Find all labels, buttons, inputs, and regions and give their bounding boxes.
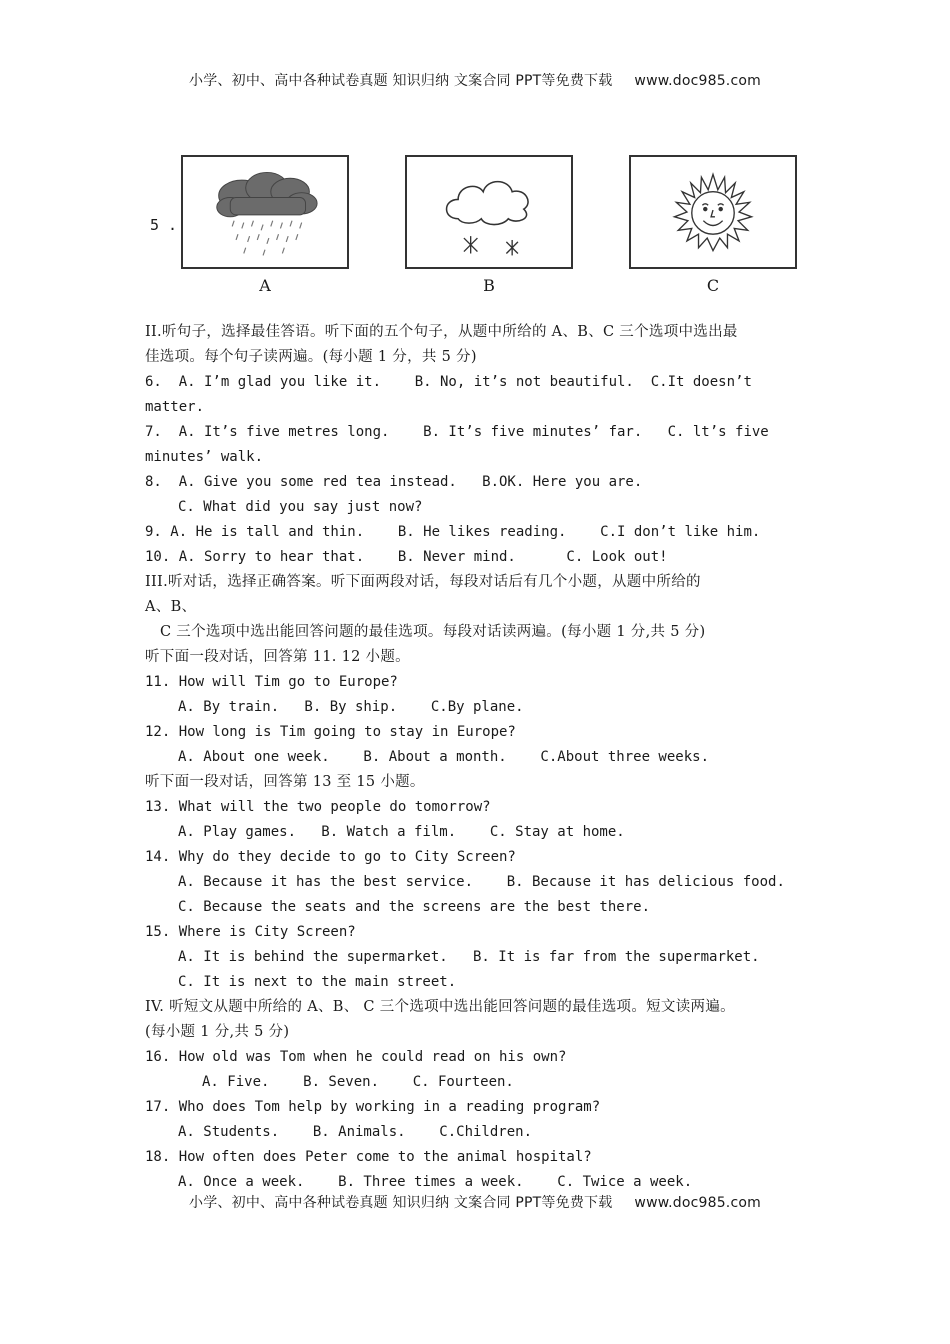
picture-b-label: B (483, 276, 495, 295)
question-14-option-c: C. Because the seats and the screens are the best there. (178, 899, 651, 915)
dialogue-2-intro: 听下面一段对话，回答第 13 至 15 小题。 (145, 774, 425, 790)
section-iv-instruction: IV. 听短文从题中所给的 A、B、 C 三个选项中选出能回答问题的最佳选项。短文读两遍。 (145, 999, 735, 1015)
question-5-pictures (145, 150, 815, 300)
section-ii-instruction: II.听句子，选择最佳答语。听下面的五个句子，从题中所给的 A、B、C 三个选项中选出最 (145, 324, 738, 340)
question-11-options: A. By train. B. By ship. C.By plane. (178, 699, 524, 715)
question-15-options-ab: A. It is behind the supermarket. B. It is far from the supermarket. (178, 949, 760, 965)
picture-c-sun (629, 155, 797, 269)
question-13-options: A. Play games. B. Watch a film. C. Stay at home. (178, 824, 625, 840)
question-12-options: A. About one week. B. About a month. C.About three weeks. (178, 749, 710, 765)
question-11: 11. How will Tim go to Europe? (145, 674, 398, 690)
page-footer (0, 1192, 950, 1212)
footer-text: 小学、初中、高中各种试卷真题 知识归纳 文案合同 PPT等免费下载 (189, 1195, 613, 1211)
snow-cloud-icon (407, 157, 571, 267)
question-10: 10. A. Sorry to hear that. B. Never mind. C. Look out! (145, 549, 668, 565)
question-16: 16. How old was Tom when he could read on his own? (145, 1049, 567, 1065)
section-ii-instruction-cont: 佳选项。每个句子读两遍。(每小题 1 分，共 5 分) (145, 349, 477, 365)
question-18: 18. How often does Peter come to the animal hospital? (145, 1149, 592, 1165)
picture-b-snow (405, 155, 573, 269)
question-8: 8. A. Give you some red tea instead. B.OK. Here you are. (145, 474, 643, 490)
question-14-options-ab: A. Because it has the best service. B. Because it has delicious food. (178, 874, 785, 890)
question-5-number: 5 . (150, 216, 178, 234)
picture-c-label: C (706, 276, 720, 295)
question-content (145, 320, 815, 1195)
question-9: 9. A. He is tall and thin. B. He likes reading. C.I don’t like him. (145, 524, 761, 540)
section-iii-instruction-cont2: C 三个选项中选出能回答问题的最佳选项。每段对话读两遍。(每小题 1 分,共 5 分) (160, 624, 706, 640)
question-7: 7. A. It’s five metres long. B. It’s five minutes’ far. C. lt’s five (145, 424, 769, 440)
question-15: 15. Where is City Screen? (145, 924, 356, 940)
section-iv-instruction-cont: (每小题 1 分,共 5 分) (145, 1024, 290, 1040)
smiling-sun-icon (631, 157, 795, 267)
footer-url: www.doc985.com (634, 1195, 761, 1211)
question-17: 17. Who does Tom help by working in a reading program? (145, 1099, 601, 1115)
question-15-option-c: C. It is next to the main street. (178, 974, 457, 990)
question-17-options: A. Students. B. Animals. C.Children. (178, 1124, 533, 1140)
question-14: 14. Why do they decide to go to City Screen? (145, 849, 516, 865)
section-iii-instruction: III.听对话，选择正确答案。听下面两段对话，每段对话后有几个小题，从题中所给的 (145, 574, 701, 590)
question-8-option-c: C. What did you say just now? (178, 499, 423, 515)
question-18-options: A. Once a week. B. Three times a week. C. Twice a week. (178, 1174, 693, 1190)
question-6: 6. A. I’m glad you like it. B. No, it’s not beautiful. C.It doesn’t (145, 374, 752, 390)
dialogue-1-intro: 听下面一段对话，回答第 11. 12 小题。 (145, 649, 410, 665)
question-12: 12. How long is Tim going to stay in Europe? (145, 724, 516, 740)
header-url: www.doc985.com (634, 73, 761, 89)
rain-cloud-icon (183, 157, 347, 267)
question-7-cont: minutes’ walk. (145, 449, 264, 465)
picture-a-label: A (259, 276, 271, 295)
page-header (0, 70, 950, 90)
question-6-cont: matter. (145, 399, 205, 415)
question-13: 13. What will the two people do tomorrow? (145, 799, 491, 815)
section-iii-instruction-cont: A、B、 (145, 599, 197, 615)
question-16-options: A. Five. B. Seven. C. Fourteen. (202, 1074, 514, 1090)
picture-a-rain (181, 155, 349, 269)
header-text: 小学、初中、高中各种试卷真题 知识归纳 文案合同 PPT等免费下载 (189, 73, 613, 89)
